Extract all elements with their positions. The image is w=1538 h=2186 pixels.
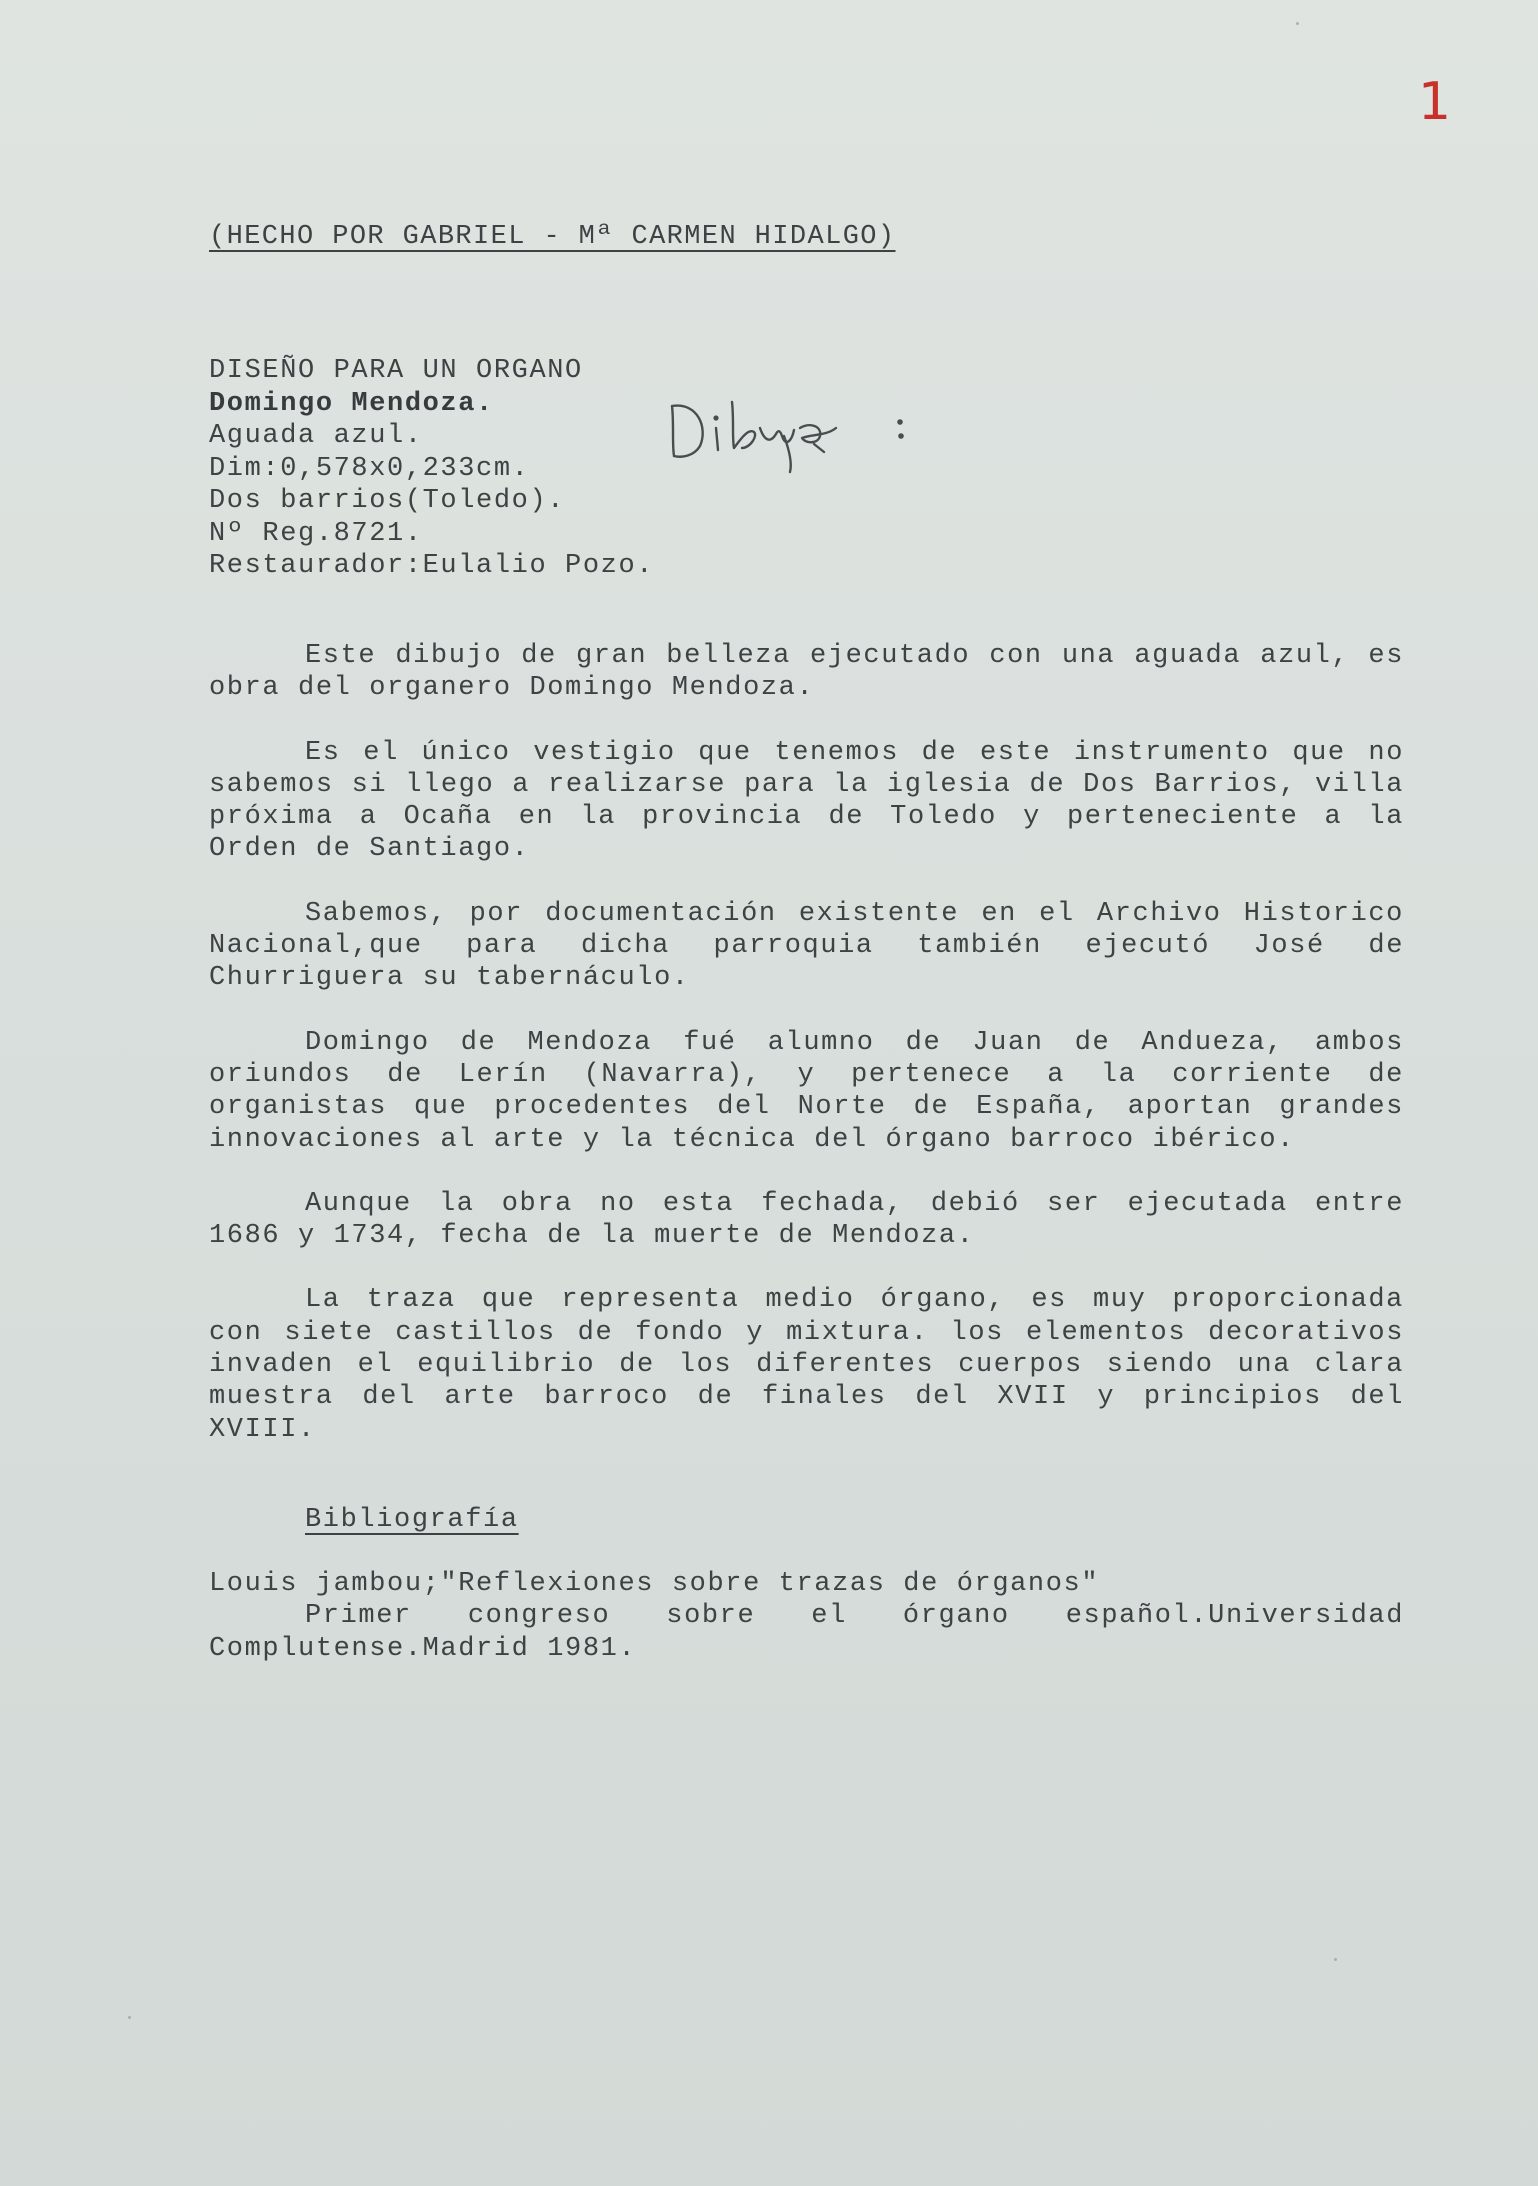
paragraph-1: Este dibujo de gran belleza ejecutado con una aguada azul, es obra del organero Domingo Mendoza. [209, 641, 1404, 704]
page-number: 1 [1418, 72, 1453, 132]
paragraph-5: Aunque la obra no esta fechada, debió ser ejecutada entre 1686 y 1734, fecha de la muerte de Mendoza. [209, 1188, 1404, 1252]
catalog-entry [209, 355, 654, 583]
bibliography-line-2: Primer congreso sobre el órgano español.Universidad Complutense.Madrid 1981. [209, 1601, 1404, 1664]
catalog-registry: Nº Reg.8721. [209, 518, 423, 549]
bibliography-line-1: Louis jambou;"Reflexiones sobre trazas de órganos" [209, 1569, 1100, 1599]
paragraph-6: La traza que representa medio órgano, es muy proporcionada con siete castillos de fondo y mixtura. los elementos decorativos invaden el equilibrio de los diferentes cuerpos siendo una clara muestra del arte barroco de finales del XVII y principios del XVIII. [209, 1285, 1404, 1445]
bibliography-heading: Bibliografía [305, 1505, 519, 1535]
paper-speck [1296, 22, 1299, 25]
catalog-restorer: Restaurador:Eulalio Pozo. [209, 551, 655, 581]
paper-speck [1334, 1958, 1337, 1961]
catalog-author: Domingo Mendoza. [209, 388, 494, 419]
catalog-dimensions: Dim:0,578x0,233cm. [209, 453, 530, 484]
catalog-technique: Aguada azul. [209, 421, 423, 451]
catalog-title: DISEÑO PARA UN ORGANO [209, 356, 583, 386]
catalog-location: Dos barrios(Toledo). [209, 486, 566, 516]
credit-line: (HECHO POR GABRIEL - Mª CARMEN HIDALGO) [209, 222, 896, 252]
paragraph-4: Domingo de Mendoza fué alumno de Juan de Andueza, ambos oriundos de Lerín (Navarra), y pertenece a la corriente de organistas que procedentes del Norte de España, aportan grandes innovaciones al arte y la técnica del órgano barroco ibérico. [209, 1027, 1404, 1155]
bibliography-entry [209, 1568, 1404, 1665]
paragraph-2: Es el único vestigio que tenemos de este instrumento que no sabemos si llego a realizarse para la iglesia de Dos Barrios, villa próxima a Ocaña en la provincia de Toledo y perteneciente a la Orden de Santiago. [209, 737, 1404, 865]
handwritten-note [660, 388, 920, 478]
paper-speck [128, 2016, 131, 2019]
paragraph-3: Sabemos, por documentación existente en el Archivo Historico Nacional,que para dicha parroquia también ejecutó José de Churriguera su tabernáculo. [209, 898, 1404, 994]
body-text [209, 640, 1404, 1478]
